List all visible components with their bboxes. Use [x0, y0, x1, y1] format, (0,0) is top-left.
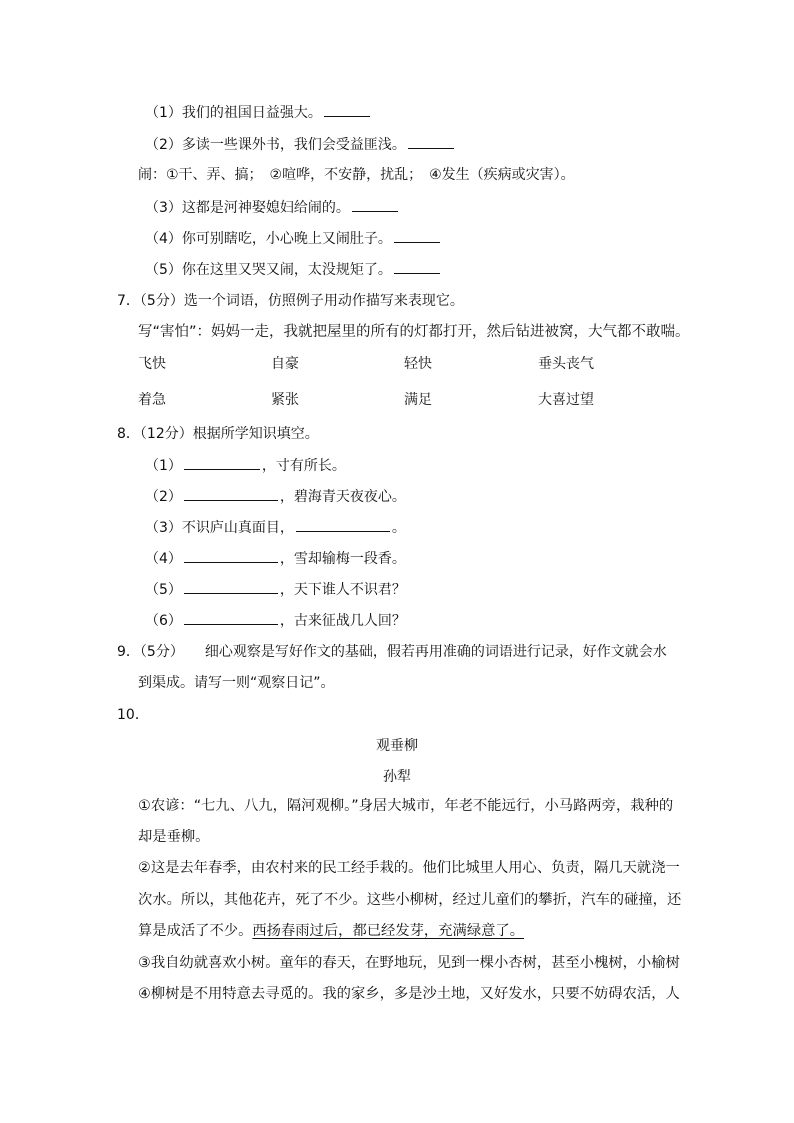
q6-item-2: （2）多读一些课外书，我们会受益匪浅。 — [145, 134, 456, 155]
answer-blank[interactable] — [352, 197, 398, 212]
word-option: 轻快 — [404, 356, 432, 372]
passage-para-1-line-2: 却是垂柳。 — [138, 829, 210, 845]
answer-blank[interactable] — [394, 259, 440, 274]
q6-item-3: （3）这都是河神娶媳妇给闹的。 — [145, 197, 400, 218]
passage-para-4: ④柳树是不用特意去寻觅的。我的家乡，多是沙土地，又好发水，只要不妨碍农活，人 — [138, 986, 680, 1002]
passage-author: 孙犁 — [383, 769, 411, 785]
answer-blank[interactable] — [408, 134, 454, 149]
passage-para-2-line-1: ②这是去年春季，由农村来的民工经手栽的。他们比城里人用心、负责，隔几天就浇一 — [138, 860, 680, 876]
answer-blank[interactable] — [296, 517, 390, 532]
passage-para-3: ③我自幼就喜欢小树。童年的春天，在野地玩，见到一棵小杏树，甚至小槐树，小榆树 — [138, 955, 680, 971]
q8-title: 8．（12分）根据所学知识填空。 — [117, 426, 319, 442]
passage-para-2-line-3: 算是成活了不少。西扬春雨过后，都已经发芽，充满绿意了。 — [138, 923, 525, 939]
word-option: 垂头丧气 — [538, 356, 594, 372]
q8-item-2: （2） ，碧海青天夜夜心。 — [145, 486, 406, 507]
answer-blank[interactable] — [184, 486, 278, 501]
q8-item-6: （6） ，古来征战几人回？ — [145, 610, 406, 631]
word-option: 自豪 — [271, 356, 299, 372]
q8-item-1: （1） ，寸有所长。 — [145, 455, 346, 476]
q6-item-5: （5）你在这里又哭又闹，太没规矩了。 — [145, 259, 442, 280]
q6-item-4: （4）你可别瞎吃，小心晚上又闹肚子。 — [145, 228, 442, 249]
q9-line-2: 到渠成。请写一则“观察日记”。 — [138, 675, 335, 691]
word-option: 紧张 — [271, 392, 299, 408]
q8-item-4: （4） ，雪却输梅一段香。 — [145, 548, 406, 569]
passage-title: 观垂柳 — [376, 738, 418, 754]
answer-blank[interactable] — [184, 579, 278, 594]
q10-number: 10． — [117, 707, 149, 723]
word-option: 飞快 — [138, 356, 166, 372]
word-option: 大喜过望 — [538, 392, 594, 408]
passage-para-1-line-1: ①农谚：“七九、八九，隔河观柳。”身居大城市，年老不能远行，小马路两旁，栽种的 — [138, 798, 674, 814]
q7-example: 写“害怕”：妈妈一走，我就把屋里的所有的灯都打开，然后钻进被窝，大气都不敢喘。 — [138, 324, 690, 340]
underlined-sentence: 西扬春雨过后，都已经发芽，充满绿意了。 — [252, 923, 525, 939]
q9-line-1: 9．（5分） 细心观察是写好作文的基础，假若再用准确的词语进行记录，好作文就会水 — [117, 644, 667, 660]
answer-blank[interactable] — [324, 102, 370, 117]
answer-blank[interactable] — [184, 455, 260, 470]
q8-item-5: （5） ，天下谁人不识君？ — [145, 579, 406, 600]
q6-item-1: （1）我们的祖国日益强大。 — [145, 102, 372, 123]
word-option: 着急 — [138, 392, 166, 408]
nao-definitions: 闹：①干、弄、搞； ②喧哗，不安静，扰乱； ④发生（疾病或灾害）。 — [138, 167, 575, 183]
answer-blank[interactable] — [184, 548, 278, 563]
q8-item-3: （3）不识庐山真面目， 。 — [145, 517, 406, 538]
answer-blank[interactable] — [394, 228, 440, 243]
q7-title: 7．（5分）选一个词语，仿照例子用动作描写来表现它。 — [117, 293, 464, 309]
passage-para-2-line-2: 次水。所以，其他花卉，死了不少。这些小柳树，经过儿童们的攀折，汽车的碰撞，还 — [138, 892, 682, 908]
answer-blank[interactable] — [184, 610, 278, 625]
word-option: 满足 — [404, 392, 432, 408]
